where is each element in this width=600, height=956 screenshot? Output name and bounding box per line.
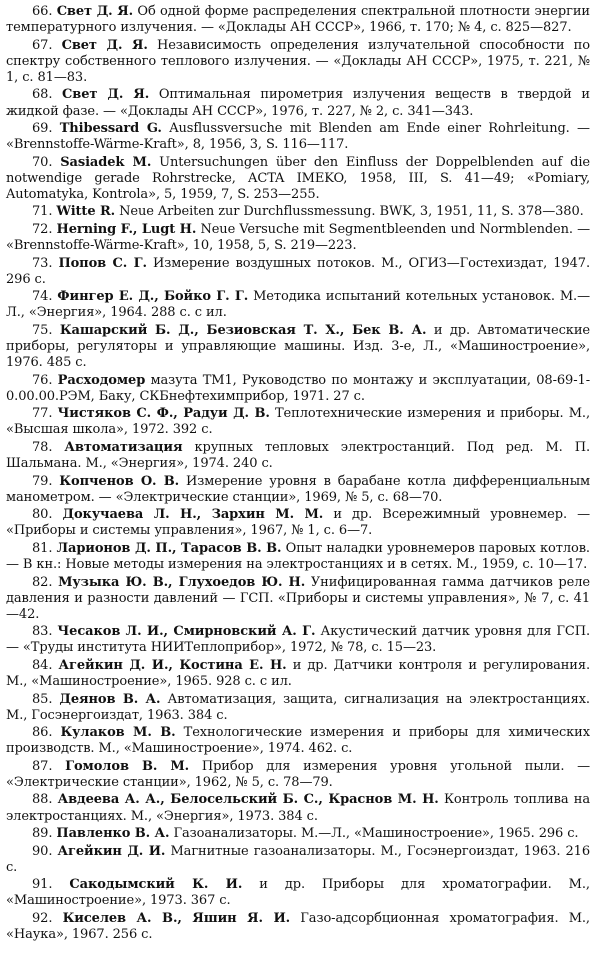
reference-authors: Агейкин Д. И. [57,843,166,859]
reference-number: 77. [32,406,53,422]
reference-entry [6,38,590,86]
reference-entry [6,541,590,573]
reference-authors: Расходомер [57,372,146,388]
reference-text: Магнитные газоанализаторы. М., Госэнергоиздат, 1963. 216 с. [6,843,590,875]
reference-entry [6,204,590,220]
reference-entry [6,658,590,690]
reference-authors: Свет Д. Я. [56,4,134,19]
reference-text: Опыт наладки уровнемеров паровых котлов. — В кн.: Новые методы измерения на электростанциях и в сетях. М., 1959, с. 10—17. [6,540,590,572]
reference-entry [6,373,590,405]
reference-authors: Чесаков Л. И., Смирновский А. Г. [57,624,316,640]
reference-number: 89. [32,826,53,842]
reference-number: 66. [32,4,53,19]
reference-entry [6,692,590,724]
reference-number: 79. [32,473,53,489]
reference-text: Методика испытаний котельных установок. М.—Л., «Энергия», 1964. 288 с. с ил. [6,289,590,321]
reference-authors: Сакодымский К. И. [69,877,243,893]
reference-number: 74. [32,289,53,305]
reference-entry [6,624,590,656]
reference-authors: Докучаева Л. Н., Зархин М. М. [62,507,324,523]
reference-number: 88. [32,792,53,808]
reference-authors: Кулаков М. В. [60,725,176,741]
reference-authors: Гомолов В. М. [65,758,190,774]
reference-entry [6,725,590,757]
reference-entry [6,4,590,36]
reference-authors: Свет Д. Я. [61,37,148,53]
reference-authors: Witte R. [56,204,116,220]
reference-text: и др. Всережимный уровнемер. — «Приборы и системы управления», 1967, № 1, с. 6—7. [6,507,590,539]
reference-number: 82. [32,574,53,590]
reference-number: 71. [32,204,53,220]
reference-number: 68. [32,87,53,103]
reference-entry [6,792,590,824]
reference-number: 75. [32,322,53,338]
reference-text: Автоматизация, защита, сигнализация на электростанциях. М., Госэнергоиздат, 1963. 384 с. [6,691,590,723]
reference-authors: Ларионов Д. П., Тарасов В. В. [56,540,282,556]
reference-authors: Деянов В. А. [59,691,161,707]
reference-entry [6,87,590,119]
reference-number: 85. [32,691,53,707]
reference-number: 84. [32,657,53,673]
reference-text: Контроль топлива на электростанциях. М., «Энергия», 1973. 384 с. [6,792,590,824]
reference-number: 72. [32,221,53,237]
reference-entry [6,222,590,254]
reference-authors: Чистяков С. Ф., Радуи Д. В. [57,406,270,422]
reference-number: 73. [32,255,53,271]
reference-text: Neue Versuche mit Segmentbleenden und Normblenden. — «Brennstoffe-Wärme-Kraft», 10, 1958, 5, S. 219—223. [6,221,590,254]
reference-number: 80. [32,507,53,523]
reference-text: Untersuchungen über den Einfluss der Doppelblenden auf die notwendige gerade Rohrstrecke, ACTA IMEKO, 1958, III, S. 41—49; «Pomiary, Automatyka, Kontrola», 5, 1959, 7, S. 253—255. [6,154,590,202]
reference-entry [6,507,590,539]
reference-text: Оптимальная пирометрия излучения веществ в твердой и жидкой фазе. — «Доклады АН СССР», 1976, т. 227, № 2, с. 341—343. [6,87,590,119]
reference-number: 78. [32,439,53,455]
reference-text: Газо-адсорбционная хроматография. М., «Наука», 1967. 256 с. [6,910,590,943]
reference-entry [6,844,590,876]
reference-number: 81. [32,540,53,556]
reference-number: 76. [32,372,53,388]
reference-entry [6,440,590,472]
reference-authors: Свет Д. Я. [62,87,150,103]
reference-authors: Павленко В. А. [56,826,170,842]
reference-authors: Кашарский Б. Д., Безиовская Т. Х., Бек В. А. [59,322,427,338]
reference-text: Измерение воздушных потоков. М., ОГИЗ—Гостехиздат, 1947. 296 с. [6,255,590,287]
reference-text: крупных тепловых электростанций. Под ред. М. П. Шальмана. М., «Энергия», 1974. 240 с. [6,439,590,472]
reference-authors: Автоматизация [64,439,183,455]
reference-entry [6,155,590,203]
reference-number: 70. [32,154,53,170]
reference-authors: Попов С. Г. [58,255,147,271]
reference-entry [6,289,590,321]
reference-text: и др. Автоматические приборы, регуляторы и управляющие машины. Изд. 3-е, Л., «Машиностроение», 1976. 485 с. [6,322,590,371]
reference-number: 67. [32,37,53,53]
reference-authors: Киселев А. В., Яшин Я. И. [62,910,291,926]
reference-text: Прибор для измерения уровня угольной пыли. — «Электрические станции», 1962, № 5, с. 78—79. [6,758,590,790]
reference-text: Акустический датчик уровня для ГСП. — «Труды института НИИТеплоприбор», 1972, № 78, с. 15—23. [6,624,590,656]
reference-number: 83. [32,624,53,640]
reference-entry [6,256,590,288]
reference-list [6,4,590,943]
reference-number: 90. [32,843,53,859]
reference-entry [6,323,590,371]
reference-text: Ausflussversuche mit Blenden am Ende einer Rohrleitung. — «Brennstoffe-Wärme-Kraft», 8, 1956, 3, S. 116—117. [6,121,590,153]
reference-text: Газоанализаторы. М.—Л., «Машиностроение», 1965. 296 с. [173,826,579,842]
reference-authors: Thibessard G. [59,121,162,137]
reference-text: Независимость определения излучательной способности по спектру собственного теплового излучения. — «Доклады АН СССР», 1975, т. 221, № 1, с. 81—83. [6,37,590,85]
reference-number: 69. [32,121,53,137]
reference-text: Neue Arbeiten zur Durchflussmessung. BWK, 3, 1951, 11, S. 378—380. [119,204,584,220]
reference-authors: Sasiadek M. [60,154,152,170]
reference-authors: Копченов О. В. [59,473,180,489]
reference-authors: Агейкин Д. И., Костина Е. Н. [58,657,287,673]
reference-number: 92. [32,910,53,926]
reference-text: Теплотехнические измерения и приборы. М., «Высшая школа», 1972. 392 с. [6,406,590,438]
reference-text: мазута ТМ1, Руководство по монтажу и эксплуатации, 08-69-1-0.00.00.РЭМ, Баку, СКБнефтехимприбор, 1971. 27 с. [6,372,590,404]
reference-number: 91. [32,877,53,893]
reference-text: и др. Приборы для хроматографии. М., «Машиностроение», 1973. 367 с. [6,877,590,909]
reference-entry [6,826,590,842]
reference-entry [6,474,590,506]
reference-authors: Фингер Е. Д., Бойко Г. Г. [57,289,249,305]
reference-text: Технологические измерения и приборы для химических производств. М., «Машиностроение», 1974. 462. с. [6,725,590,757]
reference-text: Измерение уровня в барабане котла дифференциальным манометром. — «Электрические станции», 1969, № 5, с. 68—70. [6,473,590,505]
reference-authors: Авдеева А. А., Белосельский Б. С., Краснов М. Н. [57,792,439,808]
reference-entry [6,911,590,943]
reference-entry [6,877,590,909]
reference-authors: Herning F., Lugt H. [56,221,197,237]
reference-entry [6,406,590,438]
reference-text: Об одной форме распределения спектральной плотности энергии температурного излучения. — «Доклады АН СССР», 1966, т. 170; № 4, с. 825—827. [6,4,590,36]
reference-authors: Музыка Ю. В., Глухоедов Ю. Н. [58,574,306,590]
reference-number: 87. [32,758,53,774]
reference-entry [6,575,590,623]
reference-entry [6,121,590,153]
reference-text: Унифицированная гамма датчиков реле давления и разности давлений — ГСП. «Приборы и системы управления», № 7, с. 41—42. [6,574,590,622]
reference-entry [6,759,590,791]
reference-number: 86. [32,725,53,741]
reference-text: и др. Датчики контроля и регулирования. М., «Машиностроение», 1965. 928 с. с ил. [6,657,590,690]
